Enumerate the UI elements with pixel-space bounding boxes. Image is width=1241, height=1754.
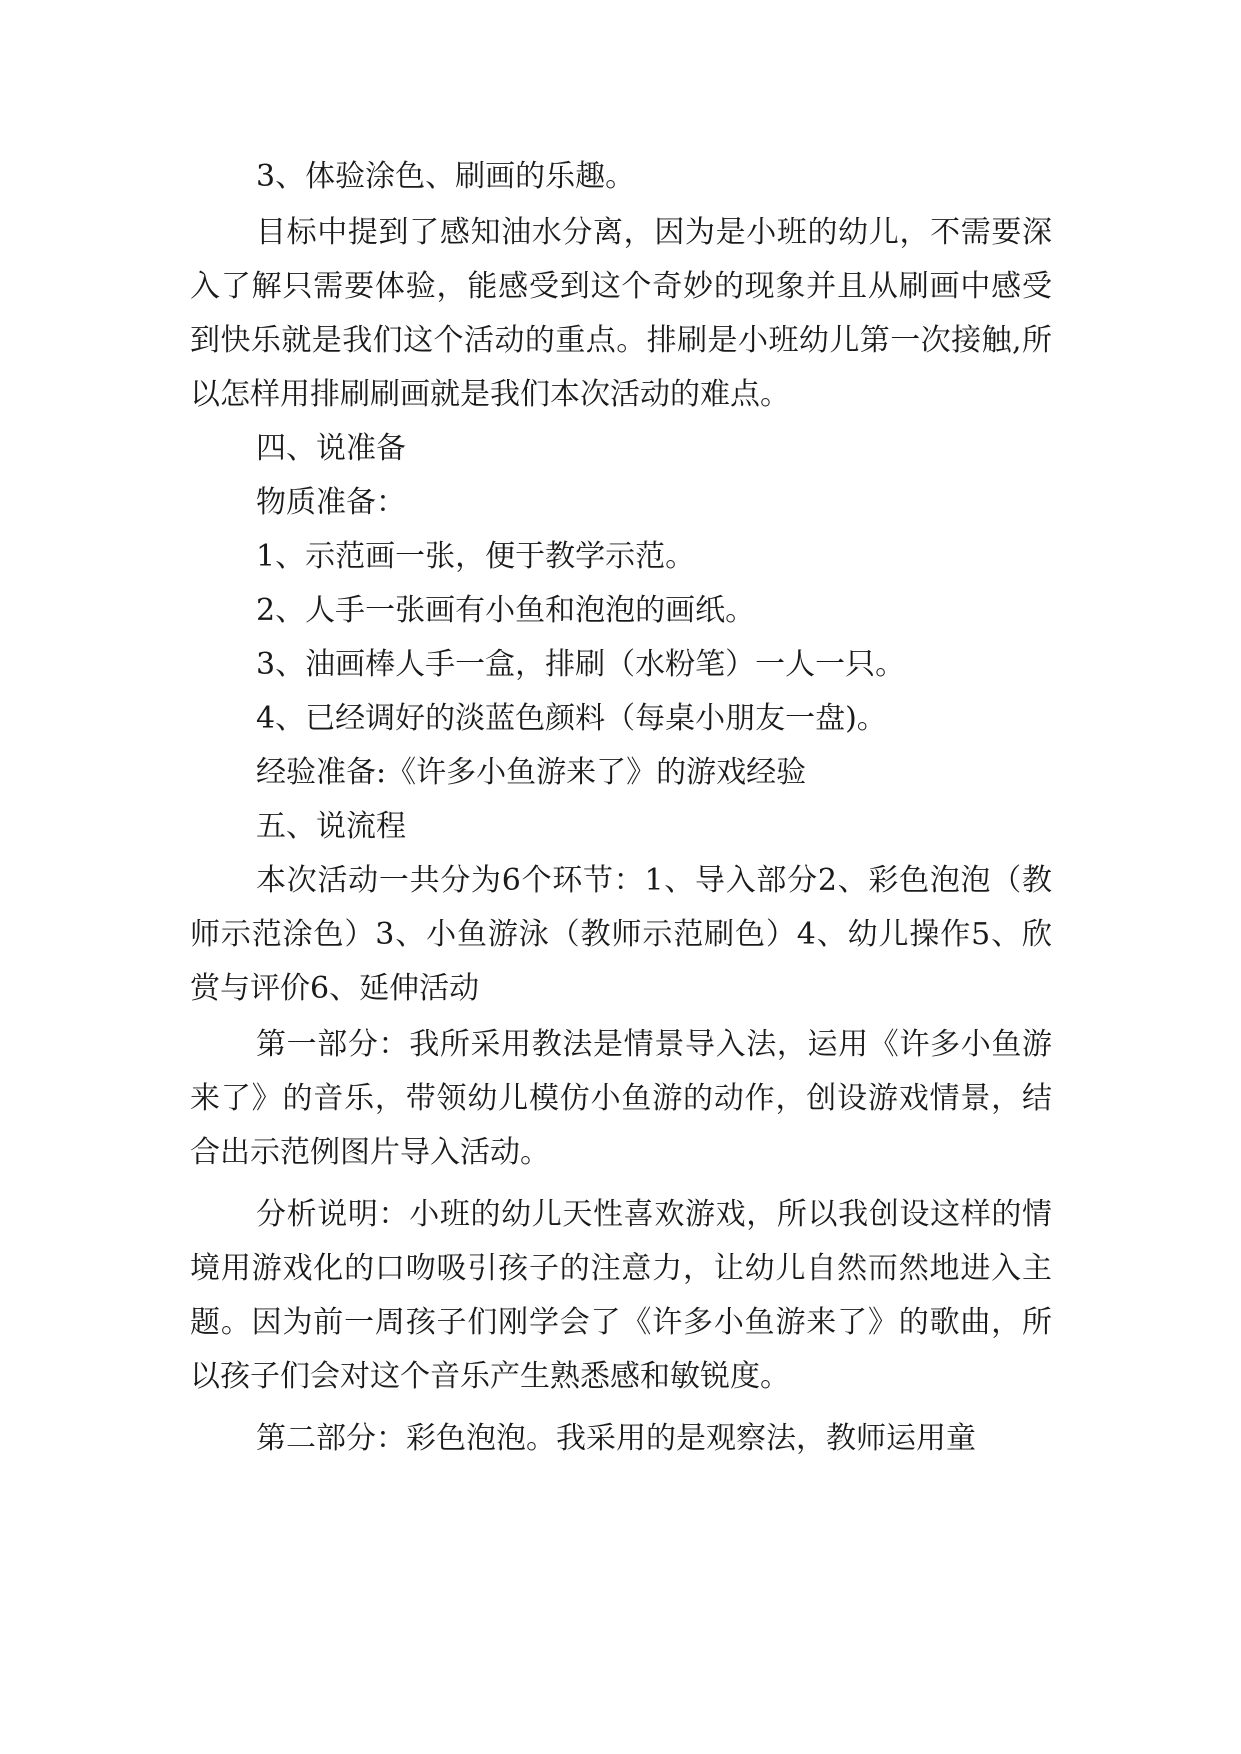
list-item-material-3: 3、油画棒人手一盒，排刷（水粉笔）一人一只。: [256, 647, 906, 682]
document-body: [190, 150, 1052, 1466]
heading-process: 五、说流程: [256, 809, 406, 844]
paragraph-goal-analysis: 目标中提到了感知油水分离，因为是小班的幼儿，不需要深入了解只需要体验，能感受到这个奇妙的现象并且从刷画中感受到快乐就是我们这个活动的重点。排刷是小班幼儿第一次接触,所以怎样用排刷刷画就是我们本次活动的难点。: [190, 215, 1052, 412]
paragraph-part-two: 第二部分：彩色泡泡。我采用的是观察法，教师运用童: [256, 1421, 976, 1456]
list-item-material-4: 4、已经调好的淡蓝色颜料（每桌小朋友一盘)。: [256, 701, 887, 736]
paragraph-material-preparation: 物质准备：: [256, 485, 406, 520]
paragraph-experience-preparation: 经验准备:《许多小鱼游来了》的游戏经验: [256, 755, 807, 790]
paragraph-process-overview: 本次活动一共分为6个环节：1、导入部分2、彩色泡泡（教师示范涂色）3、小鱼游泳（教师示范刷色）4、幼儿操作5、欣赏与评价6、延伸活动: [190, 863, 1052, 1006]
paragraph-goal-3: 3、体验涂色、刷画的乐趣。: [256, 159, 636, 194]
paragraph-part-one: 第一部分：我所采用教法是情景导入法，运用《许多小鱼游来了》的音乐，带领幼儿模仿小鱼游的动作，创设游戏情景，结合出示范例图片导入活动。: [190, 1027, 1052, 1170]
list-item-material-1: 1、示范画一张，便于教学示范。: [256, 539, 696, 574]
list-item-material-2: 2、人手一张画有小鱼和泡泡的画纸。: [256, 593, 756, 628]
heading-preparation: 四、说准备: [256, 431, 406, 466]
paragraph-part-one-analysis: 分析说明：小班的幼儿天性喜欢游戏，所以我创设这样的情境用游戏化的口吻吸引孩子的注意力，让幼儿自然而然地进入主题。因为前一周孩子们刚学会了《许多小鱼游来了》的歌曲，所以孩子们会对这个音乐产生熟悉感和敏锐度。: [190, 1197, 1052, 1394]
